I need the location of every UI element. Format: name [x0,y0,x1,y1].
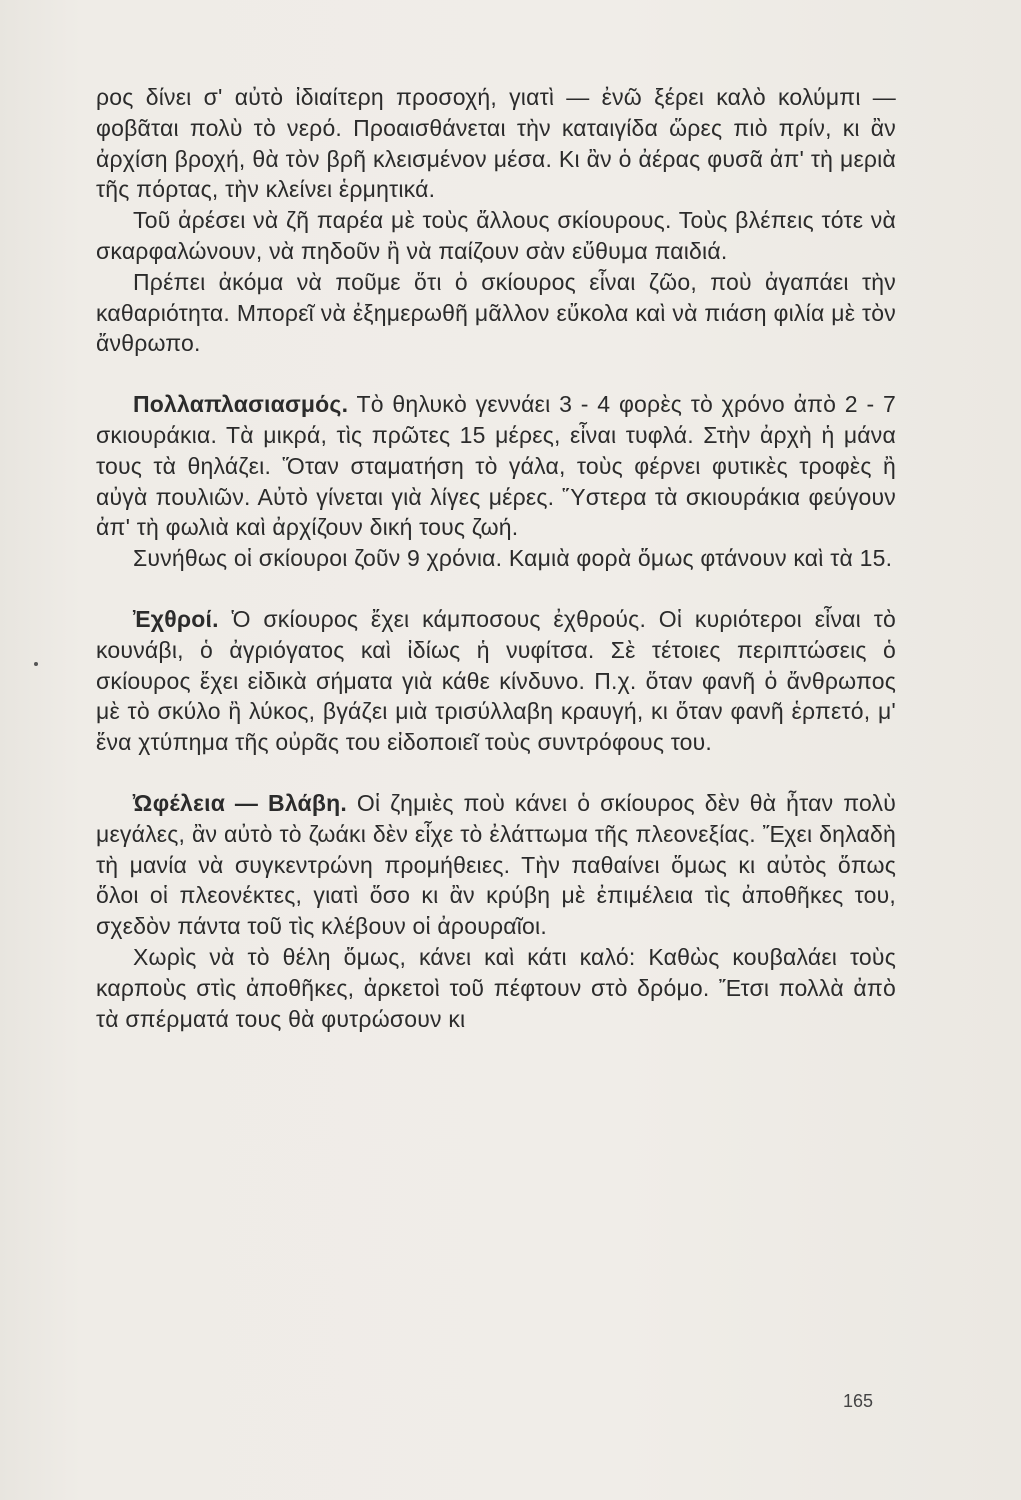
section-body-enemies: Ὁ σκίουρος ἔχει κάμποσους ἐχθρούς. Οἱ κυριότεροι εἶναι τὸ κουνάβι, ὁ ἀγριόγατος καὶ ἰδίως ἡ νυφίτσα. Σὲ τέτοιες περιπτώσεις ὁ σκίουρος ἔχει εἰδικὰ σήματα γιὰ κάθε κίνδυνο. Π.χ. ὅταν φανῆ ὁ ἄνθρωπος μὲ τὸ σκύλο ἢ λύκος, βγάζει μιὰ τρισύλλαβη κραυγή, κι ὅταν φανῆ ἑρπετό, μ' ἕνα χτύπημα τῆς οὐρᾶς του εἰδοποιεῖ τοὺς συντρόφους του. [96,605,896,756]
section-benefit-harm [96,788,896,942]
paragraph-continuation: ρος δίνει σ' αὐτὸ ἰδιαίτερη προσοχή, γιατὶ — ἐνῶ ξέρει καλὸ κολύμπι — φοβᾶται πολὺ τὸ νερό. Προαισθάνεται τὴν καταιγίδα ὥρες πιὸ πρίν, κι ἂν ἀρχίση βροχή, θὰ τὸν βρῆ κλεισμένον μέσα. Κι ἂν ὁ ἀέρας φυσᾶ ἀπ' τὴ μεριὰ τῆς πόρτας, τὴν κλείνει ἑρμητικά. [96,84,896,203]
section-enemies [96,604,896,758]
page-number: 165 [843,1391,874,1411]
margin-speck [34,662,38,666]
paragraph-social: Τοῦ ἀρέσει νὰ ζῆ παρέα μὲ τοὺς ἄλλους σκίουρους. Τοὺς βλέπεις τότε νὰ σκαρφαλώνουν, νὰ πηδοῦν ἢ νὰ παίζουν σὰν εὔθυμα παιδιά. [96,207,896,264]
section-title-benefit-harm: Ὠφέλεια — Βλάβη. [133,789,347,816]
paragraph-cleanliness: Πρέπει ἀκόμα νὰ ποῦμε ὅτι ὁ σκίουρος εἶναι ζῶο, ποὺ ἀγαπάει τὴν καθαριότητα. Μπορεῖ νὰ ἐξημερωθῆ μᾶλλον εὔκολα καὶ νὰ πιάση φιλία μὲ τὸν ἄνθρωπο. [96,268,896,357]
section-title-reproduction: Πολλαπλασιασμός. [133,391,349,418]
section-body-benefit-harm: Οἱ ζημιὲς ποὺ κάνει ὁ σκίουρος δὲν θὰ ἦταν πολὺ μεγάλες, ἂν αὐτὸ τὸ ζωάκι δὲν εἶχε τὸ ἐλάττωμα τῆς πλεονεξίας. Ἔχει δηλαδὴ τὴ μανία νὰ συγκεντρώνη προμήθειες. Τὴν παθαίνει ὅμως κι αὐτὸς ὅπως ὅλοι οἱ πλεονέκτες, γιατὶ ὅσο κι ἂν κρύβη μὲ ἐπιμέλεια τὶς ἀποθῆκες του, σχεδὸν πάντα τοῦ τὶς κλέβουν οἱ ἀρουραῖοι. [96,789,896,940]
paragraph-lifespan: Συνήθως οἱ σκίουροι ζοῦν 9 χρόνια. Καμιὰ φορὰ ὅμως φτάνουν καὶ τὰ 15. [133,545,893,572]
section-title-enemies: Ἐχθροί. [133,605,219,632]
section-body-reproduction: Τὸ θηλυκὸ γεννάει 3 - 4 φορὲς τὸ χρόνο ἀπὸ 2 - 7 σκιουράκια. Τὰ μικρά, τὶς πρῶτες 15 μέρες, εἶναι τυφλά. Στὴν ἀρχὴ ἡ μάνα τους τὰ θηλάζει. Ὅταν σταματήση τὸ γάλα, τοὺς φέρνει φυτικὲς τροφὲς ἢ αὐγὰ πουλιῶν. Αὐτὸ γίνεται γιὰ λίγες μέρες. Ὕστερα τὰ σκιουράκια φεύγουν ἀπ' τὴ φωλιὰ καὶ ἀρχίζουν δική τους ζωή. [96,391,896,541]
paragraph-seeds: Χωρὶς νὰ τὸ θέλη ὅμως, κάνει καὶ κάτι καλό: Καθὼς κουβαλάει τοὺς καρποὺς στὶς ἀποθῆκες, ἀρκετοὶ τοῦ πέφτουν στὸ δρόμο. Ἔτσι πολλὰ ἀπὸ τὰ σπέρματά τους θὰ φυτρώσουν κι [96,943,896,1032]
section-reproduction [96,389,896,543]
body-text [96,82,896,1034]
